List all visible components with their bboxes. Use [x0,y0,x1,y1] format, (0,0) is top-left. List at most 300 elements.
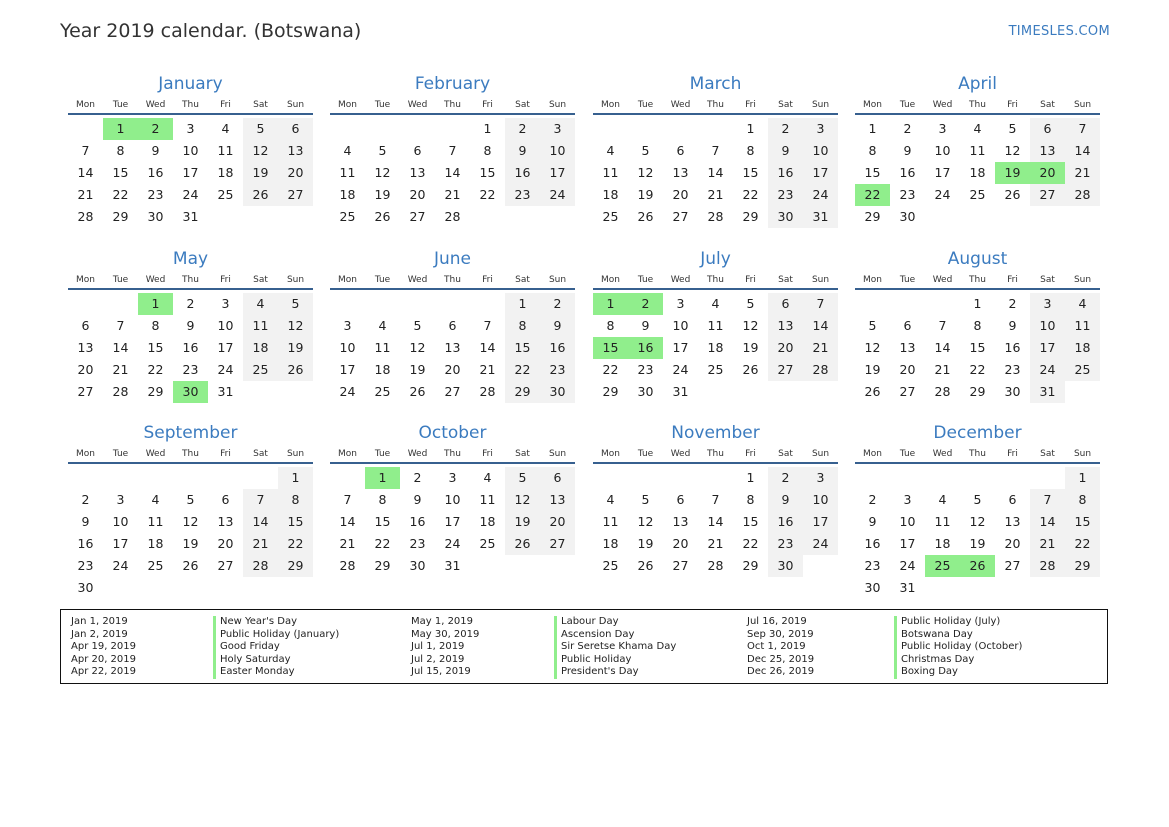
day-cell: 20 [540,511,575,533]
day-cell: 15 [505,337,540,359]
day-cell: 7 [116,318,125,333]
day-cell: 23 [1004,362,1021,377]
holiday-name: Public Holiday (January) [213,629,339,642]
month-name: October [418,423,487,443]
day-cell: 24 [444,536,461,551]
day-cell: 8 [746,492,755,507]
weekday-label: Sat [515,275,530,285]
day-cell: 20 [672,187,689,202]
day-cell: 12 [374,165,391,180]
day-cell: 5 [278,293,313,315]
empty-cell [593,467,628,489]
day-cell: 15 [479,165,496,180]
day-cell: 17 [339,362,356,377]
weekday-label: Tue [637,275,654,285]
day-grid [330,118,575,228]
empty-cell [68,293,103,315]
day-cell: 6 [278,118,313,140]
day-cell: 29 [742,209,759,224]
empty-cell [663,118,698,140]
day-cell: 24 [899,558,916,573]
day-cell: 31 [217,384,234,399]
empty-cell [593,118,628,140]
holiday-date: Jul 15, 2019 [411,666,471,677]
holiday-name: Boxing Day [894,666,958,679]
weekday-label: Sat [778,275,793,285]
day-cell: 13 [899,340,916,355]
day-grid [593,293,838,403]
weekday-label: Thu [707,275,724,285]
day-cell: 30 [1004,384,1021,399]
day-cell: 9 [1008,318,1017,333]
weekday-label: Wed [932,275,953,285]
day-cell: 11 [969,143,986,158]
month-name: August [947,249,1008,269]
day-cell: 6 [81,318,90,333]
day-cell: 28 [444,209,461,224]
day-cell: 21 [1065,162,1100,184]
day-cell: 1 [278,467,313,489]
day-cell: 11 [602,514,619,529]
day-cell: 15 [864,165,881,180]
day-cell: 21 [444,187,461,202]
empty-cell [243,467,278,489]
weekday-label: Fri [1007,449,1018,459]
day-cell: 9 [540,315,575,337]
weekday-label: Tue [899,449,916,459]
day-cell: 5 [868,318,877,333]
weekday-header [330,446,575,464]
weekday-label: Fri [1007,275,1018,285]
day-cell: 31 [899,580,916,595]
day-cell: 17 [934,165,951,180]
day-cell: 11 [243,315,278,337]
day-cell: 15 [374,514,391,529]
day-cell: 31 [182,209,199,224]
month-may [68,248,313,403]
day-cell: 19 [182,536,199,551]
day-cell: 27 [1004,558,1021,573]
weekday-label: Sun [811,275,830,285]
empty-cell [365,118,400,140]
holiday-name: New Year's Day [213,616,297,629]
month-name: April [958,74,997,94]
weekday-label: Sun [548,449,567,459]
weekday-label: Mon [76,449,95,459]
day-cell: 21 [707,187,724,202]
weekday-label: Sun [811,100,830,110]
day-cell: 10 [803,140,838,162]
empty-cell [103,467,138,489]
day-cell: 8 [868,143,877,158]
day-cell: 18 [339,187,356,202]
month-november [593,422,838,577]
day-cell: 8 [378,492,387,507]
day-cell: 12 [1004,143,1021,158]
day-cell: 5 [413,318,422,333]
weekday-label: Sun [286,449,305,459]
weekday-label: Sat [515,100,530,110]
weekday-label: Mon [338,100,357,110]
day-cell: 24 [540,184,575,206]
day-cell: 22 [742,187,759,202]
day-cell: 17 [803,511,838,533]
day-cell: 11 [1065,315,1100,337]
weekday-label: Sun [286,275,305,285]
holiday-day-cell: 2 [628,293,663,315]
day-cell: 8 [973,318,982,333]
day-cell: 10 [339,340,356,355]
day-cell: 25 [602,558,619,573]
day-cell: 23 [540,359,575,381]
day-cell: 17 [540,162,575,184]
weekday-label: Sat [1040,100,1055,110]
day-cell: 17 [182,165,199,180]
day-cell: 5 [1008,121,1017,136]
weekday-label: Wed [670,449,691,459]
day-cell: 12 [864,340,881,355]
weekday-header [68,97,313,115]
day-cell: 16 [540,337,575,359]
day-cell: 7 [483,318,492,333]
day-cell: 28 [934,384,951,399]
day-cell: 18 [479,514,496,529]
day-cell: 28 [339,558,356,573]
day-cell: 4 [483,470,492,485]
day-cell: 23 [147,187,164,202]
day-cell: 19 [637,187,654,202]
day-cell: 7 [243,489,278,511]
day-cell: 7 [1065,118,1100,140]
day-cell: 30 [768,555,803,577]
day-cell: 3 [676,296,685,311]
day-cell: 5 [641,143,650,158]
empty-cell [1030,467,1065,489]
weekday-label: Fri [745,449,756,459]
day-cell: 3 [186,121,195,136]
day-cell: 14 [444,165,461,180]
holiday-date: May 30, 2019 [411,628,480,640]
day-grid [855,467,1100,599]
empty-cell [400,118,435,140]
day-cell: 20 [278,162,313,184]
weekday-label: Fri [482,275,493,285]
day-cell: 12 [409,340,426,355]
day-cell: 4 [606,492,615,507]
weekday-label: Fri [220,449,231,459]
day-cell: 21 [112,362,129,377]
holiday-date: Jul 1, 2019 [411,641,465,652]
day-cell: 30 [864,580,881,595]
day-cell: 30 [899,209,916,224]
day-grid [855,118,1100,228]
holiday-legend [60,609,1108,684]
day-cell: 20 [77,362,94,377]
weekday-label: Sat [778,100,793,110]
day-cell: 22 [1065,533,1100,555]
day-cell: 29 [147,384,164,399]
day-cell: 3 [448,470,457,485]
weekday-label: Fri [745,275,756,285]
empty-cell [925,293,960,315]
day-cell: 24 [182,187,199,202]
holiday-name: Botswana Day [894,629,973,642]
weekday-label: Sun [548,275,567,285]
day-cell: 16 [409,514,426,529]
day-cell: 26 [374,209,391,224]
day-cell: 10 [217,318,234,333]
day-cell: 22 [112,187,129,202]
day-cell: 9 [768,140,803,162]
holiday-date: Oct 1, 2019 [747,641,806,652]
day-cell: 8 [606,318,615,333]
day-cell: 17 [803,162,838,184]
day-cell: 5 [378,143,387,158]
day-cell: 31 [1030,381,1065,403]
weekday-label: Fri [220,100,231,110]
weekday-label: Wed [145,449,166,459]
day-cell: 14 [339,514,356,529]
day-cell: 27 [217,558,234,573]
day-cell: 12 [182,514,199,529]
day-cell: 15 [1065,511,1100,533]
day-grid [855,293,1100,403]
day-cell: 31 [803,206,838,228]
day-cell: 1 [868,121,877,136]
day-cell: 17 [899,536,916,551]
day-grid [330,293,575,403]
day-cell: 9 [641,318,650,333]
day-cell: 28 [707,209,724,224]
day-cell: 5 [746,296,755,311]
day-cell: 2 [768,467,803,489]
month-september [68,422,313,599]
day-cell: 5 [186,492,195,507]
day-cell: 25 [707,362,724,377]
day-cell: 23 [182,362,199,377]
day-cell: 6 [413,143,422,158]
day-cell: 11 [374,340,391,355]
day-cell: 27 [768,359,803,381]
day-cell: 19 [505,511,540,533]
day-cell: 20 [899,362,916,377]
weekday-label: Thu [707,449,724,459]
day-cell: 17 [1030,337,1065,359]
day-grid [593,467,838,577]
weekday-label: Tue [637,100,654,110]
day-cell: 26 [243,184,278,206]
holiday-date: Sep 30, 2019 [747,628,814,640]
day-cell: 24 [112,558,129,573]
day-grid [593,118,838,228]
day-cell: 28 [112,384,129,399]
month-july [593,248,838,403]
weekday-header [330,272,575,290]
day-cell: 13 [672,165,689,180]
weekday-label: Thu [707,100,724,110]
day-cell: 17 [217,340,234,355]
weekday-label: Tue [374,275,391,285]
weekday-label: Fri [220,275,231,285]
day-cell: 24 [217,362,234,377]
day-cell: 26 [505,533,540,555]
day-cell: 18 [1065,337,1100,359]
day-cell: 3 [221,296,230,311]
day-cell: 17 [444,514,461,529]
site-logo-text[interactable]: TIMESLES.COM [1008,24,1110,39]
month-october [330,422,575,577]
day-cell: 30 [768,206,803,228]
day-cell: 30 [147,209,164,224]
day-cell: 6 [676,492,685,507]
weekday-label: Sat [253,275,268,285]
day-cell: 8 [746,143,755,158]
day-cell: 2 [903,121,912,136]
day-cell: 6 [676,143,685,158]
day-cell: 4 [606,143,615,158]
day-cell: 9 [413,492,422,507]
weekday-label: Thu [444,275,461,285]
day-cell: 18 [602,187,619,202]
weekday-label: Tue [112,100,129,110]
day-cell: 19 [742,340,759,355]
day-cell: 27 [672,558,689,573]
day-cell: 29 [112,209,129,224]
day-cell: 25 [969,187,986,202]
holiday-date: Jan 2, 2019 [71,628,128,640]
weekday-label: Thu [182,275,199,285]
day-cell: 2 [81,492,90,507]
day-cell: 6 [1030,118,1065,140]
day-cell: 21 [803,337,838,359]
day-cell: 30 [637,384,654,399]
holiday-name: Sir Seretse Khama Day [554,641,676,654]
day-cell: 5 [243,118,278,140]
day-cell: 19 [374,187,391,202]
holiday-date: Jan 1, 2019 [71,616,128,627]
page-title: Year 2019 calendar. (Botswana) [60,20,362,42]
day-cell: 17 [672,340,689,355]
day-cell: 2 [413,470,422,485]
weekday-label: Mon [863,275,882,285]
day-cell: 8 [116,143,125,158]
month-december [855,422,1100,599]
empty-cell [138,467,173,489]
day-cell: 30 [540,381,575,403]
weekday-label: Wed [670,100,691,110]
day-cell: 22 [147,362,164,377]
day-grid [68,467,313,599]
holiday-day-cell: 22 [855,184,890,206]
day-cell: 21 [934,362,951,377]
day-cell: 3 [803,467,838,489]
weekday-label: Wed [407,100,428,110]
day-cell: 26 [742,362,759,377]
day-cell: 29 [505,381,540,403]
day-cell: 4 [1065,293,1100,315]
day-cell: 20 [672,536,689,551]
weekday-label: Mon [601,275,620,285]
weekday-header [855,97,1100,115]
weekday-label: Fri [745,100,756,110]
weekday-label: Wed [670,275,691,285]
weekday-header [593,272,838,290]
day-cell: 15 [742,165,759,180]
day-cell: 19 [409,362,426,377]
weekday-label: Thu [182,100,199,110]
day-cell: 2 [768,118,803,140]
day-cell: 2 [868,492,877,507]
month-name: September [143,423,238,443]
day-cell: 9 [81,514,90,529]
day-cell: 14 [1065,140,1100,162]
weekday-label: Thu [444,449,461,459]
weekday-label: Thu [444,100,461,110]
day-cell: 4 [151,492,160,507]
weekday-label: Sat [1040,275,1055,285]
weekday-label: Thu [969,275,986,285]
day-cell: 10 [803,489,838,511]
day-cell: 26 [409,384,426,399]
holiday-day-cell: 1 [365,467,400,489]
day-cell: 16 [899,165,916,180]
empty-cell [698,118,733,140]
day-cell: 8 [483,143,492,158]
day-cell: 13 [1004,514,1021,529]
day-cell: 28 [479,384,496,399]
day-cell: 16 [768,511,803,533]
weekday-label: Wed [407,275,428,285]
holiday-day-cell: 25 [925,555,960,577]
day-cell: 27 [77,384,94,399]
weekday-label: Mon [863,100,882,110]
day-cell: 24 [803,184,838,206]
holiday-date: Apr 22, 2019 [71,666,137,677]
day-cell: 3 [343,318,352,333]
day-cell: 16 [864,536,881,551]
day-cell: 21 [77,187,94,202]
day-cell: 15 [147,340,164,355]
day-cell: 28 [1030,555,1065,577]
day-cell: 14 [1030,511,1065,533]
month-name: July [700,249,731,269]
holiday-name: Good Friday [213,641,280,654]
day-cell: 13 [217,514,234,529]
day-cell: 2 [186,296,195,311]
day-cell: 7 [1030,489,1065,511]
day-cell: 6 [448,318,457,333]
day-cell: 20 [444,362,461,377]
weekday-header [68,272,313,290]
day-cell: 1 [973,296,982,311]
day-cell: 9 [903,143,912,158]
day-cell: 22 [602,362,619,377]
weekday-label: Mon [338,275,357,285]
day-cell: 28 [803,359,838,381]
holiday-name: Public Holiday [554,654,631,667]
day-cell: 27 [409,209,426,224]
day-cell: 31 [444,558,461,573]
day-cell: 12 [505,489,540,511]
day-cell: 27 [672,209,689,224]
day-cell: 25 [339,209,356,224]
day-cell: 3 [803,118,838,140]
day-cell: 16 [505,162,540,184]
day-cell: 24 [339,384,356,399]
day-cell: 9 [768,489,803,511]
day-cell: 23 [409,536,426,551]
day-cell: 11 [479,492,496,507]
